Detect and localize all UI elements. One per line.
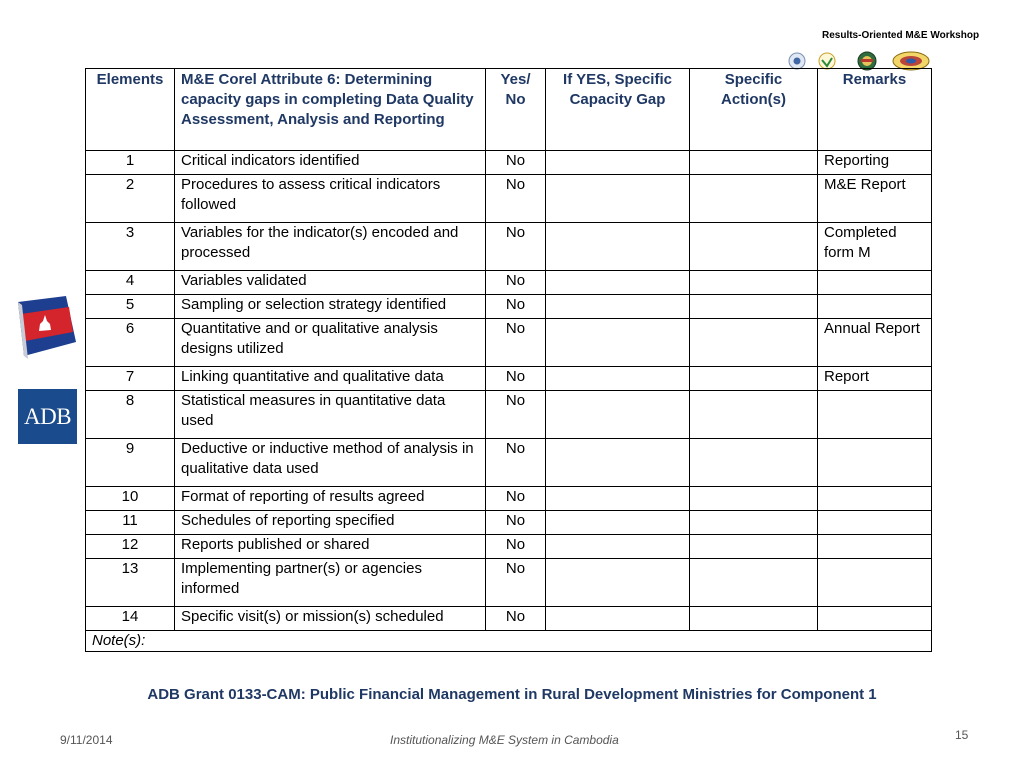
row-remarks — [818, 391, 932, 439]
row-attribute: Implementing partner(s) or agencies informed — [175, 559, 486, 607]
row-capacity-gap — [546, 391, 690, 439]
page-number: 15 — [955, 728, 969, 742]
row-yes-no: No — [486, 559, 546, 607]
row-specific-action — [690, 223, 818, 271]
row-specific-action — [690, 391, 818, 439]
row-capacity-gap — [546, 559, 690, 607]
row-specific-action — [690, 319, 818, 367]
row-remarks: Completed form M — [818, 223, 932, 271]
header-capacity-gap: If YES, Specific Capacity Gap — [546, 69, 690, 151]
row-attribute: Variables validated — [175, 271, 486, 295]
row-capacity-gap — [546, 295, 690, 319]
row-remarks: Report — [818, 367, 932, 391]
row-attribute: Format of reporting of results agreed — [175, 487, 486, 511]
footer-date: 9/11/2014 — [60, 733, 113, 747]
row-remarks: M&E Report — [818, 175, 932, 223]
row-number: 5 — [86, 295, 175, 319]
row-yes-no: No — [486, 319, 546, 367]
row-attribute: Schedules of reporting specified — [175, 511, 486, 535]
row-attribute: Variables for the indicator(s) encoded and processed — [175, 223, 486, 271]
row-specific-action — [690, 487, 818, 511]
row-number: 4 — [86, 271, 175, 295]
row-capacity-gap — [546, 271, 690, 295]
cambodia-flag-logo — [14, 296, 80, 360]
row-capacity-gap — [546, 535, 690, 559]
row-remarks: Reporting — [818, 151, 932, 175]
row-specific-action — [690, 439, 818, 487]
row-specific-action — [690, 175, 818, 223]
row-number: 2 — [86, 175, 175, 223]
capacity-gap-table — [85, 68, 932, 652]
row-attribute: Statistical measures in quantitative data used — [175, 391, 486, 439]
row-attribute: Reports published or shared — [175, 535, 486, 559]
table-row — [86, 319, 932, 367]
note-row — [86, 631, 932, 652]
table-row — [86, 607, 932, 631]
row-yes-no: No — [486, 607, 546, 631]
row-capacity-gap — [546, 175, 690, 223]
adb-logo: ADB — [18, 389, 77, 444]
table-row — [86, 487, 932, 511]
table-header-row — [86, 69, 932, 151]
row-remarks — [818, 511, 932, 535]
table-row — [86, 175, 932, 223]
row-yes-no: No — [486, 295, 546, 319]
footer-grant-title: ADB Grant 0133-CAM: Public Financial Management in Rural Development Ministries for Component 1 — [147, 686, 877, 703]
table-row — [86, 367, 932, 391]
row-capacity-gap — [546, 439, 690, 487]
header-specific-action: Specific Action(s) — [690, 69, 818, 151]
row-remarks — [818, 439, 932, 487]
row-remarks — [818, 271, 932, 295]
header-elements: Elements — [86, 69, 175, 151]
row-yes-no: No — [486, 511, 546, 535]
row-specific-action — [690, 295, 818, 319]
table-row — [86, 271, 932, 295]
table-row — [86, 559, 932, 607]
row-number: 8 — [86, 391, 175, 439]
table-row — [86, 391, 932, 439]
row-attribute: Linking quantitative and qualitative data — [175, 367, 486, 391]
row-number: 9 — [86, 439, 175, 487]
table-row — [86, 223, 932, 271]
row-number: 1 — [86, 151, 175, 175]
seal-icon-2 — [819, 53, 835, 69]
row-specific-action — [690, 559, 818, 607]
row-specific-action — [690, 271, 818, 295]
row-yes-no: No — [486, 391, 546, 439]
row-capacity-gap — [546, 511, 690, 535]
row-yes-no: No — [486, 223, 546, 271]
table-row — [86, 151, 932, 175]
row-capacity-gap — [546, 367, 690, 391]
row-attribute: Procedures to assess critical indicators followed — [175, 175, 486, 223]
row-specific-action — [690, 607, 818, 631]
row-attribute: Deductive or inductive method of analysis in qualitative data used — [175, 439, 486, 487]
table-row — [86, 511, 932, 535]
header-remarks: Remarks — [818, 69, 932, 151]
table-row — [86, 439, 932, 487]
row-remarks: Annual Report — [818, 319, 932, 367]
row-yes-no: No — [486, 367, 546, 391]
header-title: Results-Oriented M&E Workshop — [822, 30, 980, 41]
header-yes-no: Yes/ No — [486, 69, 546, 151]
footer-title: Institutionalizing M&E System in Cambodia — [390, 733, 619, 747]
row-number: 11 — [86, 511, 175, 535]
row-number: 14 — [86, 607, 175, 631]
row-specific-action — [690, 367, 818, 391]
row-number: 10 — [86, 487, 175, 511]
row-capacity-gap — [546, 607, 690, 631]
row-yes-no: No — [486, 151, 546, 175]
row-number: 12 — [86, 535, 175, 559]
header-attribute: M&E Corel Attribute 6: Determining capacity gaps in completing Data Quality Assessment, Analysis and Reporting — [175, 69, 486, 151]
seal-icon-1 — [789, 53, 805, 69]
row-yes-no: No — [486, 487, 546, 511]
row-remarks — [818, 607, 932, 631]
row-remarks — [818, 535, 932, 559]
row-number: 7 — [86, 367, 175, 391]
row-specific-action — [690, 151, 818, 175]
row-remarks — [818, 295, 932, 319]
row-attribute: Quantitative and or qualitative analysis designs utilized — [175, 319, 486, 367]
row-number: 6 — [86, 319, 175, 367]
row-yes-no: No — [486, 535, 546, 559]
row-capacity-gap — [546, 319, 690, 367]
table-row — [86, 295, 932, 319]
row-specific-action — [690, 511, 818, 535]
row-yes-no: No — [486, 439, 546, 487]
row-number: 13 — [86, 559, 175, 607]
table-row — [86, 535, 932, 559]
table-note: Note(s): — [86, 631, 932, 652]
row-number: 3 — [86, 223, 175, 271]
row-specific-action — [690, 535, 818, 559]
row-capacity-gap — [546, 151, 690, 175]
row-remarks — [818, 559, 932, 607]
row-yes-no: No — [486, 271, 546, 295]
row-capacity-gap — [546, 487, 690, 511]
row-attribute: Critical indicators identified — [175, 151, 486, 175]
row-capacity-gap — [546, 223, 690, 271]
row-yes-no: No — [486, 175, 546, 223]
row-attribute: Specific visit(s) or mission(s) scheduled — [175, 607, 486, 631]
row-remarks — [818, 487, 932, 511]
row-attribute: Sampling or selection strategy identified — [175, 295, 486, 319]
